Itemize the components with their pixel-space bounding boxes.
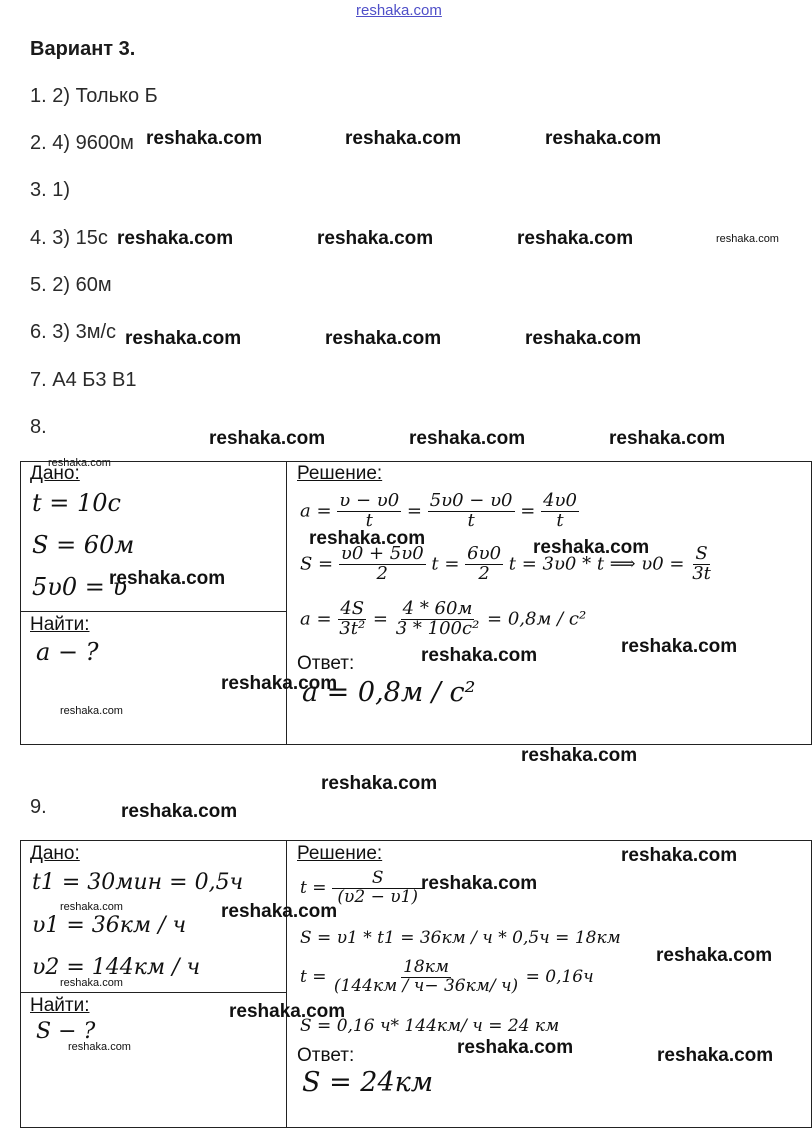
watermark: reshaka.com bbox=[525, 328, 642, 349]
fraction bbox=[332, 959, 520, 996]
table-divider bbox=[286, 840, 287, 1128]
equation-acceleration: a = $\frac{\upsilon - \upsilon 0}{t}$ = $\frac{5\upsilon 0 - \upsilon 0}{t}$ = $\frac{4\upsilon 0}{t}$ bbox=[300, 490, 577, 531]
problem-8-number: 8. bbox=[30, 416, 47, 438]
watermark: reshaka.com bbox=[621, 636, 738, 657]
watermark: reshaka.com bbox=[68, 1041, 131, 1053]
watermark: reshaka.com bbox=[409, 428, 526, 449]
denominator: t bbox=[365, 509, 373, 531]
answer-1: 1. 2) Только Б bbox=[30, 85, 158, 107]
numerator: υ − υ0 bbox=[339, 490, 400, 511]
watermark: reshaka.com bbox=[125, 328, 242, 349]
denominator: (144км / ч− 36км/ ч) bbox=[333, 975, 519, 996]
solution-label: Решение: bbox=[297, 463, 383, 484]
watermark: reshaka.com bbox=[60, 901, 123, 913]
given-velocity-2: υ2 = 144км / ч bbox=[32, 955, 201, 980]
watermark: reshaka.com bbox=[325, 328, 442, 349]
watermark: reshaka.com bbox=[517, 228, 634, 249]
watermark: reshaka.com bbox=[321, 773, 438, 794]
given-time: t = 10c bbox=[32, 489, 121, 517]
watermark: reshaka.com bbox=[421, 645, 538, 666]
find-value: a − ? bbox=[36, 638, 99, 666]
numerator: S bbox=[332, 870, 424, 889]
denominator: 3t bbox=[692, 562, 711, 584]
find-label: Найти: bbox=[30, 614, 90, 635]
watermark: reshaka.com bbox=[533, 537, 650, 558]
eq-lhs: S = bbox=[300, 553, 334, 575]
watermark: reshaka.com bbox=[60, 977, 123, 989]
numerator: S bbox=[695, 543, 708, 564]
given-label: Дано: bbox=[30, 463, 80, 484]
watermark: reshaka.com bbox=[457, 1037, 574, 1058]
fraction bbox=[465, 545, 503, 584]
watermark: reshaka.com bbox=[60, 705, 123, 717]
denominator: 2 bbox=[376, 562, 388, 584]
numerator: 4 * 60м bbox=[402, 598, 473, 619]
solution-label: Решение: bbox=[297, 843, 383, 864]
numerator: 6υ0 bbox=[467, 543, 502, 564]
given-distance: S = 60м bbox=[32, 531, 135, 559]
table-divider bbox=[20, 992, 286, 993]
watermark: reshaka.com bbox=[229, 1001, 346, 1022]
given-velocity-ratio: 5υ0 = υ bbox=[32, 573, 128, 601]
find-value: S − ? bbox=[36, 1019, 96, 1044]
header-site-link[interactable]: reshaka.com bbox=[356, 2, 442, 19]
equation-time-2 bbox=[300, 959, 594, 996]
answer-label: Ответ: bbox=[297, 653, 355, 674]
watermark: reshaka.com bbox=[345, 128, 462, 149]
watermark: reshaka.com bbox=[117, 228, 234, 249]
given-velocity-1: υ1 = 36км / ч bbox=[32, 913, 187, 938]
denominator: (υ2 − υ1) bbox=[337, 886, 419, 907]
eq-result: = 0,8м / c² bbox=[487, 608, 587, 630]
watermark: reshaka.com bbox=[716, 233, 779, 245]
fraction bbox=[339, 545, 426, 584]
denominator: 3t² bbox=[339, 617, 366, 639]
denominator: t bbox=[467, 509, 475, 531]
numerator: 4υ0 bbox=[543, 490, 577, 511]
denominator: 2 bbox=[478, 562, 490, 584]
find-label: Найти: bbox=[30, 995, 90, 1016]
eq-text: t = bbox=[431, 553, 460, 575]
table-divider bbox=[286, 461, 287, 745]
equation-result: a = $\frac{4S}{\text{3t²}}$ = $\frac{4 * 60м}{\text{3 * 100c²}}$ = 0,8м / c² bbox=[300, 598, 587, 639]
answer-6: 6. 3) 3м/с bbox=[30, 321, 117, 343]
fraction bbox=[337, 492, 401, 531]
fraction bbox=[394, 600, 482, 639]
fraction bbox=[690, 545, 713, 584]
watermark: reshaka.com bbox=[121, 801, 238, 822]
eq-lhs: t = bbox=[300, 877, 327, 898]
watermark: reshaka.com bbox=[421, 873, 538, 894]
eq-result: = 0,16ч bbox=[525, 966, 594, 987]
equation-distance bbox=[300, 545, 713, 584]
watermark: reshaka.com bbox=[545, 128, 662, 149]
watermark: reshaka.com bbox=[521, 745, 638, 766]
fraction bbox=[541, 492, 579, 531]
numerator: 5υ0 − υ0 bbox=[429, 490, 513, 511]
fraction bbox=[337, 600, 367, 639]
given-time: t1 = 30мин = 0,5ч bbox=[32, 870, 244, 895]
answer-4: 4. 3) 15с bbox=[30, 227, 108, 249]
watermark: reshaka.com bbox=[621, 845, 738, 866]
watermark: reshaka.com bbox=[221, 901, 338, 922]
given-label: Дано: bbox=[30, 843, 80, 864]
answer-label: Ответ: bbox=[297, 1045, 355, 1066]
numerator: 18км bbox=[403, 957, 449, 977]
watermark: reshaka.com bbox=[48, 457, 111, 469]
equation-distance-2: S = 0,16 ч* 144км/ ч = 24 км bbox=[300, 1016, 560, 1036]
numerator: υ0 + 5υ0 bbox=[340, 543, 424, 564]
answer-2: 2. 4) 9600м bbox=[30, 132, 134, 154]
watermark: reshaka.com bbox=[317, 228, 434, 249]
watermark: reshaka.com bbox=[209, 428, 326, 449]
answer-value: S = 24км bbox=[302, 1067, 434, 1098]
watermark: reshaka.com bbox=[109, 568, 226, 589]
watermark: reshaka.com bbox=[609, 428, 726, 449]
eq-text: t = 3υ0 * t ⟹ υ0 = bbox=[508, 553, 685, 575]
equation-distance-1: S = υ1 * t1 = 36км / ч * 0,5ч = 18км bbox=[300, 928, 621, 948]
watermark: reshaka.com bbox=[221, 673, 338, 694]
watermark: reshaka.com bbox=[309, 528, 426, 549]
watermark: reshaka.com bbox=[657, 1045, 774, 1066]
problem-9-number: 9. bbox=[30, 796, 47, 818]
table-divider bbox=[20, 611, 286, 612]
watermark: reshaka.com bbox=[656, 945, 773, 966]
watermark: reshaka.com bbox=[146, 128, 263, 149]
fraction bbox=[332, 870, 424, 907]
denominator: 3 * 100c² bbox=[395, 617, 480, 639]
eq-lhs: a = bbox=[300, 608, 332, 630]
eq-lhs: t = bbox=[300, 966, 327, 987]
page-title: Вариант 3. bbox=[30, 38, 136, 60]
denominator: t bbox=[556, 509, 564, 531]
numerator: 4S bbox=[340, 598, 365, 619]
answer-5: 5. 2) 60м bbox=[30, 274, 112, 296]
answer-3: 3. 1) bbox=[30, 179, 71, 201]
answer-value: a = 0,8м / c² bbox=[302, 677, 476, 708]
fraction bbox=[428, 492, 515, 531]
answer-7: 7. А4 Б3 В1 bbox=[30, 369, 137, 391]
eq-lhs: a = bbox=[300, 500, 332, 522]
